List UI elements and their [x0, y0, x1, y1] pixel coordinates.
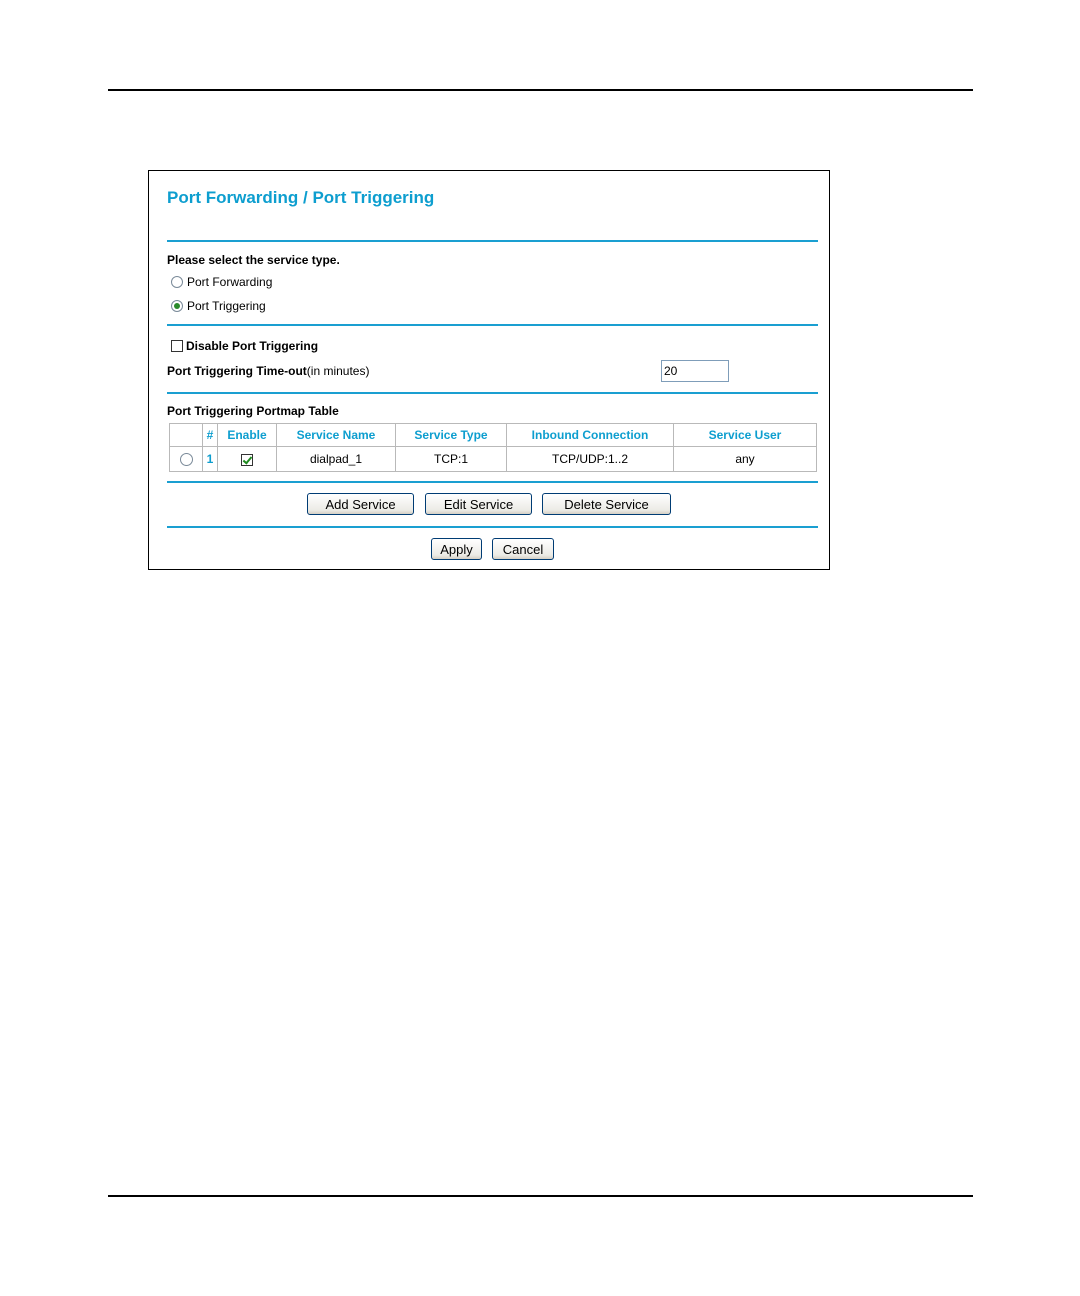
radio-port-forwarding-label: Port Forwarding — [187, 275, 273, 289]
disable-port-triggering-checkbox[interactable] — [171, 340, 183, 352]
timeout-label-unit: (in minutes) — [306, 364, 370, 378]
row-service-name: dialpad_1 — [277, 447, 396, 472]
radio-port-triggering[interactable] — [171, 300, 183, 312]
timeout-label — [167, 364, 369, 378]
separator — [167, 526, 818, 528]
radio-port-forwarding-row[interactable] — [171, 275, 272, 289]
service-type-prompt: Please select the service type. — [167, 253, 340, 267]
cancel-button[interactable]: Cancel — [492, 538, 554, 560]
table-header-row — [170, 424, 817, 447]
delete-service-button[interactable]: Delete Service — [542, 493, 671, 515]
col-service-name: Service Name — [277, 424, 396, 447]
timeout-input[interactable] — [661, 360, 729, 382]
port-triggering-panel — [148, 170, 830, 570]
timeout-label-bold: Port Triggering Time-out — [167, 364, 307, 378]
table-row[interactable] — [170, 447, 817, 472]
top-page-rule — [108, 89, 973, 91]
apply-button[interactable]: Apply — [431, 538, 482, 560]
row-number: 1 — [203, 447, 218, 472]
row-enable-cell — [218, 447, 277, 472]
page-title: Port Forwarding / Port Triggering — [167, 188, 435, 207]
row-select-radio[interactable] — [180, 453, 193, 466]
row-enable-checkbox[interactable] — [241, 454, 253, 466]
radio-port-triggering-label: Port Triggering — [187, 299, 266, 313]
portmap-table — [169, 423, 817, 472]
edit-service-button[interactable]: Edit Service — [425, 493, 532, 515]
col-service-type: Service Type — [396, 424, 507, 447]
table-title: Port Triggering Portmap Table — [167, 404, 339, 418]
radio-port-triggering-row[interactable] — [171, 299, 266, 313]
row-service-type: TCP:1 — [396, 447, 507, 472]
separator — [167, 324, 818, 326]
row-select-cell — [170, 447, 203, 472]
separator — [167, 240, 818, 242]
radio-port-forwarding[interactable] — [171, 276, 183, 288]
disable-port-triggering-label: Disable Port Triggering — [186, 339, 319, 353]
col-service-user: Service User — [674, 424, 817, 447]
add-service-button[interactable]: Add Service — [307, 493, 414, 515]
separator — [167, 392, 818, 394]
col-select — [170, 424, 203, 447]
bottom-page-rule — [108, 1195, 973, 1197]
row-service-user: any — [674, 447, 817, 472]
separator — [167, 481, 818, 483]
col-number: # — [203, 424, 218, 447]
col-inbound-connection: Inbound Connection — [507, 424, 674, 447]
col-enable: Enable — [218, 424, 277, 447]
row-inbound-connection: TCP/UDP:1..2 — [507, 447, 674, 472]
disable-port-triggering-row[interactable] — [171, 339, 318, 353]
